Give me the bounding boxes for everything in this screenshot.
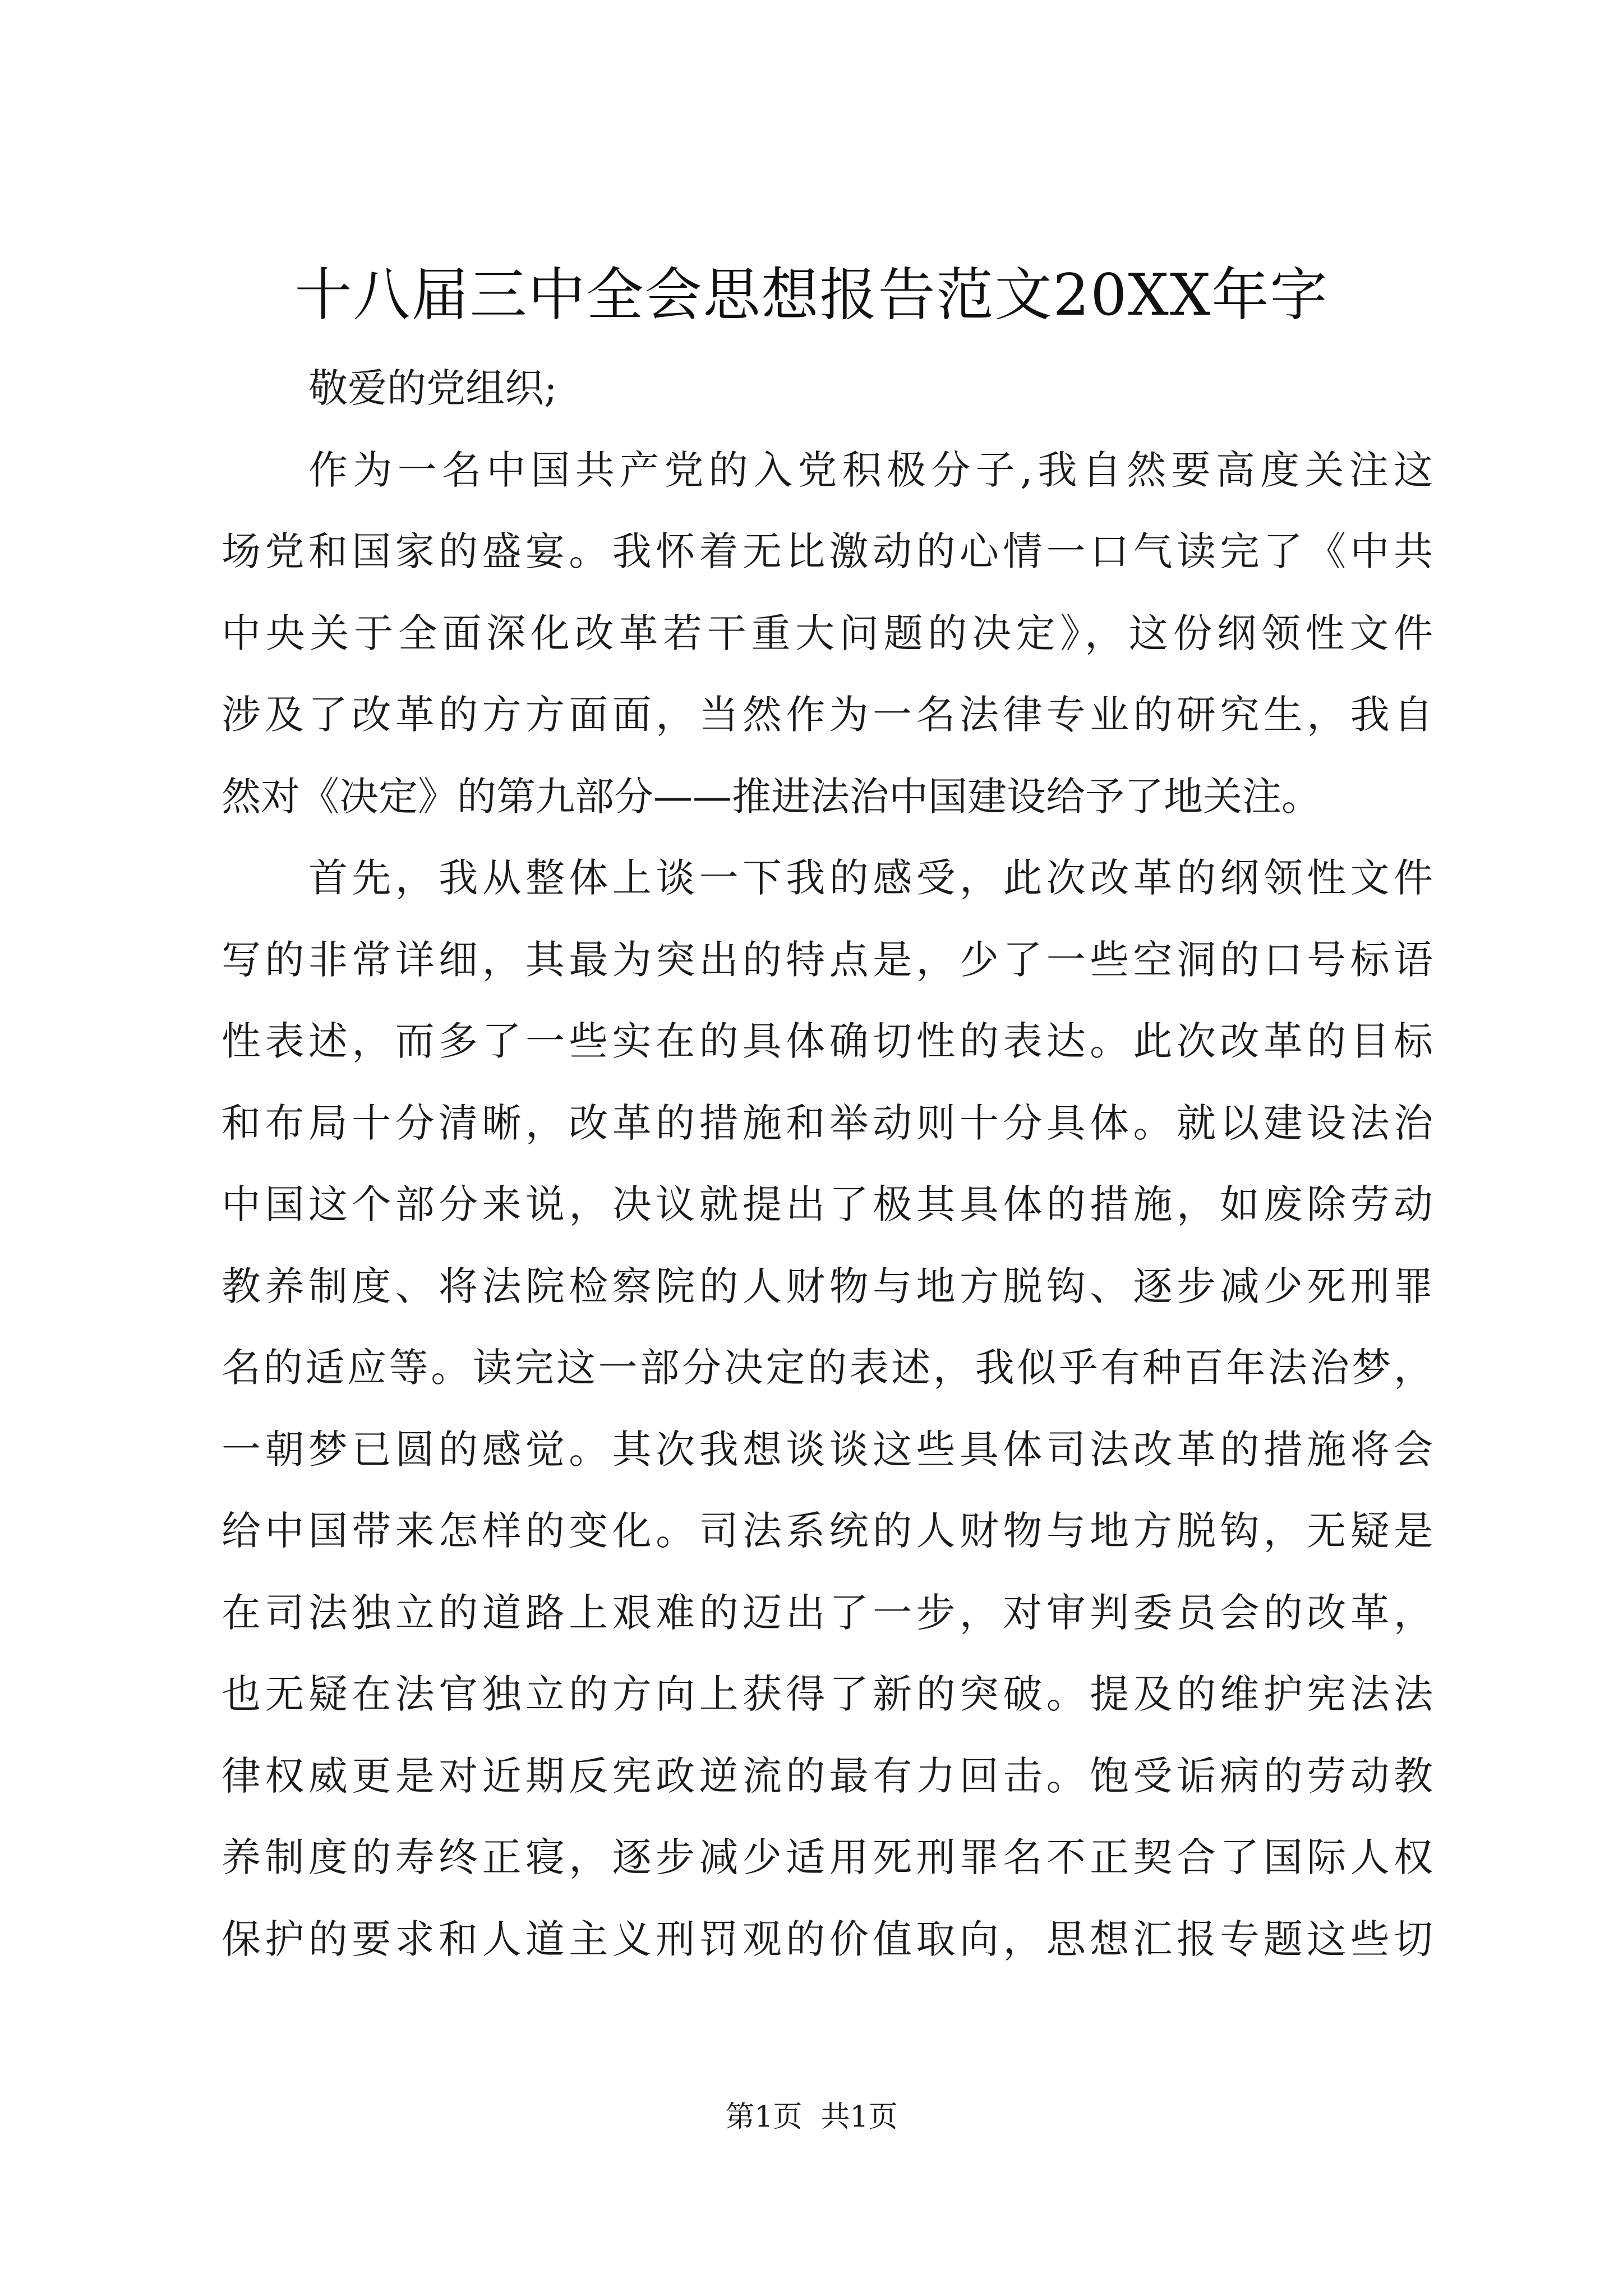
- paragraph2-line-5: 中国这个部分来说，决议就提出了极其具体的措施，如废除劳动: [222, 1181, 1433, 1227]
- paragraph2-line-4: 和布局十分清晰，改革的措施和举动则十分具体。就以建设法治: [222, 1099, 1433, 1146]
- document-title: 十八届三中全会思想报告范文20XX年字: [294, 262, 1329, 329]
- paragraph2-line-14: 保护的要求和人道主义刑罚观的价值取向，思想汇报专题这些切: [222, 1916, 1433, 1962]
- paragraph2-line-12: 律权威更是对近期反宪政逆流的最有力回击。饱受诟病的劳动教: [222, 1752, 1433, 1799]
- paragraph2-line-13: 养制度的寿终正寝，逐步减少适用死刑罪名不正契合了国际人权: [222, 1834, 1433, 1880]
- salutation-line: 敬爱的党组织;: [308, 365, 557, 411]
- paragraph2-line-2: 写的非常详细，其最为突出的特点是，少了一些空洞的口号标语: [222, 936, 1433, 983]
- paragraph1-line-4: 涉及了改革的方方面面，当然作为一名法律专业的研究生，我自: [222, 692, 1433, 738]
- paragraph2-line-1: 首先，我从整体上谈一下我的感受，此次改革的纲领性文件: [308, 855, 1433, 901]
- paragraph2-line-10: 在司法独立的道路上艰难的迈出了一步，对审判委员会的改革，: [222, 1589, 1433, 1636]
- document-body: [222, 348, 1433, 1980]
- paragraph2-line-11: 也无疑在法官独立的方向上获得了新的突破。提及的维护宪法法: [222, 1671, 1433, 1717]
- paragraph1-line-3: 中央关于全面深化改革若干重大问题的决定》，这份纲领性文件: [222, 610, 1433, 656]
- paragraph2-line-6: 教养制度、将法院检察院的人财物与地方脱钩、逐步减少死刑罪: [222, 1263, 1433, 1309]
- page-footer: 第1页 共1页: [725, 2100, 898, 2134]
- paragraph2-line-9: 给中国带来怎样的变化。司法系统的人财物与地方脱钩，无疑是: [222, 1508, 1433, 1554]
- paragraph2-line-8: 一朝梦已圆的感觉。其次我想谈谈这些具体司法改革的措施将会: [222, 1426, 1433, 1473]
- paragraph1-line-2: 场党和国家的盛宴。我怀着无比激动的心情一口气读完了《中共: [222, 528, 1433, 574]
- paragraph1-line-5: 然对《决定》的第九部分——推进法治中国建设给予了地关注。: [222, 773, 1321, 820]
- paragraph1-line-1: 作为一名中国共产党的入党积极分子,我自然要高度关注这: [308, 447, 1433, 493]
- paragraph2-line-7: 名的适应等。读完这一部分决定的表述，我似乎有种百年法治梦，: [222, 1345, 1433, 1391]
- paragraph2-line-3: 性表述，而多了一些实在的具体确切性的表达。此次改革的目标: [222, 1018, 1433, 1064]
